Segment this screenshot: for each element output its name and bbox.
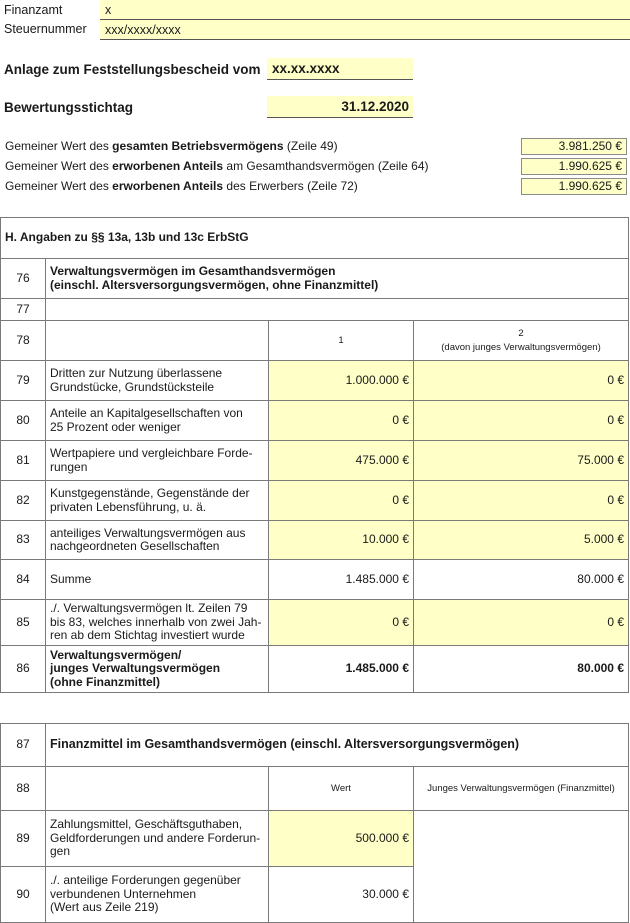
row-label: Wertpapiere und vergleichbare Forde- rungen [46,441,269,481]
anlage-label: Anlage zum Feststellungsbescheid vom [4,62,261,77]
column-header-junges-vv: Junges Verwaltungsvermögen (Finanzmittel) [414,767,629,811]
row-number: 89 [1,811,46,867]
row-number: 88 [1,767,46,811]
total-col2: 80.000 € [414,646,629,693]
row-88-empty [46,767,269,811]
table-row [1,401,629,441]
total-col1: 1.485.000 € [269,646,414,693]
value-col2-input[interactable]: 0 € [414,600,629,646]
column-header-1: 1 [269,321,414,361]
table-row [1,811,629,867]
table-row [1,521,629,560]
sum-col2: 80.000 € [414,560,629,600]
value-readonly: 30.000 € [269,867,414,923]
value-col1-input[interactable]: 1.000.000 € [269,361,414,401]
value-col2-input[interactable]: 0 € [414,481,629,521]
row-number: 80 [1,401,46,441]
row-number: 79 [1,361,46,401]
value-col1-input[interactable]: 0 € [269,481,414,521]
table-row [1,646,629,693]
row-78-empty [46,321,269,361]
table-row [1,560,629,600]
row-label: ./. Verwaltungsvermögen lt. Zeilen 79 bis 83, welches innerhalb von zwei Jah- ren ab dem Stichtag investiert wurde [46,600,269,646]
finanzmittel-table [0,723,629,923]
table-row [1,481,629,521]
row-number: 77 [1,299,46,321]
section-h-title: H. Angaben zu §§ 13a, 13b und 13c ErbStG [1,218,629,259]
bewertungsstichtag-label: Bewertungsstichtag [4,100,134,115]
column-header-2: 2 (davon junges Verwaltungsvermögen) [414,321,629,361]
row-label: Anteile an Kapitalgesellschaften von 25 Prozent oder weniger [46,401,269,441]
row-label: Dritten zur Nutzung überlassene Grundstücke, Grundstücksteile [46,361,269,401]
row-label: Summe [46,560,269,600]
row-label: Zahlungsmittel, Geschäftsguthaben, Geldforderungen und andere Forderun- gen [46,811,269,867]
steuernummer-label: Steuernummer [4,22,87,36]
row-label: Kunstgegenstände, Gegenstände der privaten Lebensführung, u. ä. [46,481,269,521]
table-row [1,361,629,401]
junges-vv-finanzmittel-cell [414,811,629,923]
summary-value-3[interactable]: 1.990.625 € [521,178,627,195]
row-number: 78 [1,321,46,361]
column-header-wert: Wert [269,767,414,811]
row-label: Verwaltungsvermögen/ junges Verwaltungsvermögen (ohne Finanzmittel) [46,646,269,693]
row-number: 85 [1,600,46,646]
summary-line-2: Gemeiner Wert des erworbenen Anteils am Gesamthandsvermögen (Zeile 64) [5,159,429,173]
section-h-table [0,217,629,693]
sum-col1: 1.485.000 € [269,560,414,600]
summary-value-2[interactable]: 1.990.625 € [521,158,627,175]
row-label: ./. anteilige Forderungen gegenüber verbundenen Unternehmen (Wert aus Zeile 219) [46,867,269,923]
value-col2-input[interactable]: 5.000 € [414,521,629,560]
row-number: 83 [1,521,46,560]
bewertungsstichtag-field[interactable]: 31.12.2020 [267,96,413,118]
row-number: 86 [1,646,46,693]
value-col1-input[interactable]: 0 € [269,401,414,441]
row-number: 81 [1,441,46,481]
table-row [1,441,629,481]
feststellungsbescheid-date-field[interactable]: xx.xx.xxxx [267,58,413,80]
value-col1-input[interactable]: 0 € [269,600,414,646]
row-number: 84 [1,560,46,600]
summary-line-3: Gemeiner Wert des erworbenen Anteils des Erwerbers (Zeile 72) [5,179,358,193]
finanzmittel-title: Finanzmittel im Gesamthandsvermögen (einschl. Altersversorgungsvermögen) [46,724,629,767]
finanzamt-label: Finanzamt [4,3,63,17]
value-col1-input[interactable]: 475.000 € [269,441,414,481]
value-col2-input[interactable]: 0 € [414,401,629,441]
row-number: 82 [1,481,46,521]
row-label: anteiliges Verwaltungsvermögen aus nachgeordneten Gesellschaften [46,521,269,560]
row-77-empty [46,299,629,321]
table-row [1,600,629,646]
row-76-title: Verwaltungsvermögen im Gesamthandsvermögen (einschl. Altersversorgungsvermögen, ohne Finanzmittel) [46,259,629,299]
value-input[interactable]: 500.000 € [269,811,414,867]
value-col2-input[interactable]: 0 € [414,361,629,401]
steuernummer-field[interactable]: xxx/xxxx/xxxx [100,20,630,40]
finanzamt-field[interactable]: x [100,0,630,20]
row-number: 87 [1,724,46,767]
row-number: 90 [1,867,46,923]
value-col1-input[interactable]: 10.000 € [269,521,414,560]
row-number: 76 [1,259,46,299]
summary-line-1: Gemeiner Wert des gesamten Betriebsvermögens (Zeile 49) [5,139,338,153]
summary-value-1[interactable]: 3.981.250 € [521,138,627,155]
value-col2-input[interactable]: 75.000 € [414,441,629,481]
